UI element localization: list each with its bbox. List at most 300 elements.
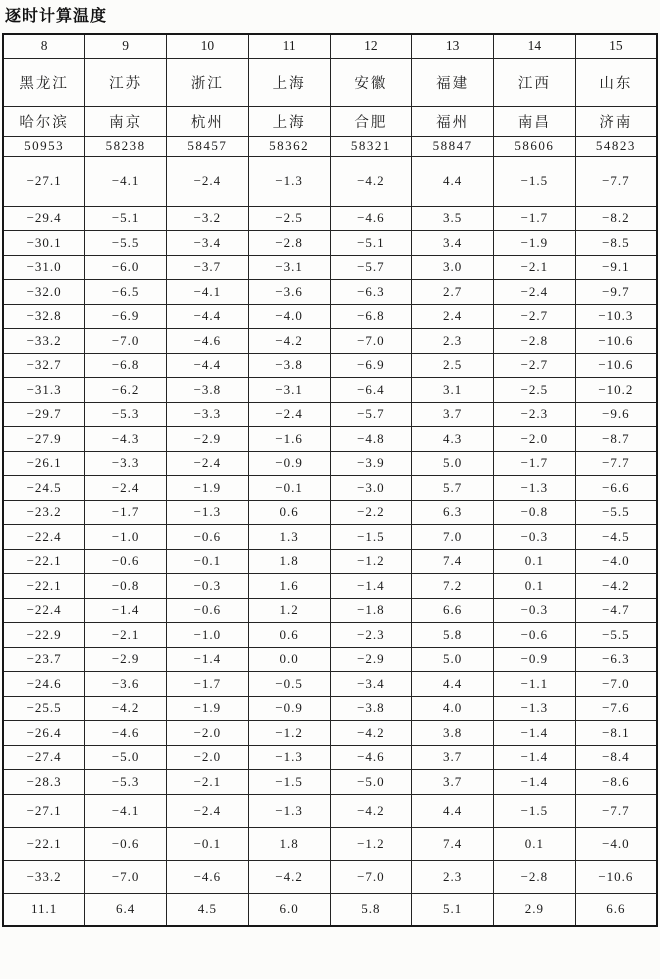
value-cell: −5.7 bbox=[330, 402, 412, 427]
value-cell: −1.4 bbox=[494, 770, 576, 795]
value-cell: −4.0 bbox=[575, 549, 657, 574]
value-cell: −1.3 bbox=[248, 745, 330, 770]
value-cell: −6.8 bbox=[330, 304, 412, 329]
station-id-cell: 50953 bbox=[3, 136, 85, 156]
value-cell: −1.8 bbox=[330, 598, 412, 623]
table-row bbox=[3, 255, 657, 280]
value-cell: 6.6 bbox=[575, 893, 657, 926]
value-cell: −0.9 bbox=[248, 451, 330, 476]
table-row bbox=[3, 378, 657, 403]
value-cell: −33.2 bbox=[3, 860, 85, 893]
table-row bbox=[3, 860, 657, 893]
value-cell: −6.9 bbox=[330, 353, 412, 378]
table-row bbox=[3, 156, 657, 206]
value-cell: 2.4 bbox=[412, 304, 494, 329]
table-row bbox=[3, 745, 657, 770]
value-cell: −0.9 bbox=[248, 696, 330, 721]
value-cell: −1.7 bbox=[167, 672, 249, 697]
city-cell: 哈尔滨 bbox=[3, 106, 85, 136]
value-cell: 2.9 bbox=[494, 893, 576, 926]
value-cell: −2.7 bbox=[494, 304, 576, 329]
value-cell: −3.6 bbox=[248, 280, 330, 305]
value-cell: −8.1 bbox=[575, 721, 657, 746]
value-cell: −4.0 bbox=[575, 827, 657, 860]
value-cell: −1.1 bbox=[494, 672, 576, 697]
value-cell: 0.6 bbox=[248, 623, 330, 648]
hour-cell: 12 bbox=[330, 34, 412, 58]
value-cell: −0.6 bbox=[85, 549, 167, 574]
value-cell: −0.1 bbox=[248, 476, 330, 501]
value-cell: −22.1 bbox=[3, 574, 85, 599]
value-cell: −8.6 bbox=[575, 770, 657, 795]
value-cell: −29.4 bbox=[3, 206, 85, 231]
value-cell: 6.3 bbox=[412, 500, 494, 525]
value-cell: −1.2 bbox=[248, 721, 330, 746]
value-cell: −1.3 bbox=[248, 794, 330, 827]
value-cell: −9.7 bbox=[575, 280, 657, 305]
province-cell: 山东 bbox=[575, 58, 657, 106]
value-cell: −10.6 bbox=[575, 329, 657, 354]
value-cell: −6.3 bbox=[330, 280, 412, 305]
value-cell: −1.3 bbox=[494, 476, 576, 501]
city-cell: 济南 bbox=[575, 106, 657, 136]
value-cell: −0.3 bbox=[494, 525, 576, 550]
table-row bbox=[3, 304, 657, 329]
value-cell: 2.7 bbox=[412, 280, 494, 305]
station-id-cell: 58362 bbox=[248, 136, 330, 156]
value-cell: −1.4 bbox=[85, 598, 167, 623]
header-row-cities bbox=[3, 106, 657, 136]
value-cell: −3.6 bbox=[85, 672, 167, 697]
value-cell: −3.9 bbox=[330, 451, 412, 476]
station-id-cell: 58321 bbox=[330, 136, 412, 156]
table-row bbox=[3, 893, 657, 926]
table-header bbox=[3, 34, 657, 156]
value-cell: 4.4 bbox=[412, 672, 494, 697]
value-cell: 4.4 bbox=[412, 156, 494, 206]
station-id-cell: 58847 bbox=[412, 136, 494, 156]
value-cell: −5.5 bbox=[575, 500, 657, 525]
value-cell: −2.5 bbox=[248, 206, 330, 231]
table-row bbox=[3, 574, 657, 599]
table-row bbox=[3, 598, 657, 623]
value-cell: −27.4 bbox=[3, 745, 85, 770]
value-cell: −5.1 bbox=[330, 231, 412, 256]
value-cell: −1.2 bbox=[330, 827, 412, 860]
value-cell: −1.5 bbox=[330, 525, 412, 550]
value-cell: −4.2 bbox=[248, 860, 330, 893]
table-row bbox=[3, 672, 657, 697]
value-cell: −2.8 bbox=[494, 860, 576, 893]
value-cell: −2.3 bbox=[330, 623, 412, 648]
value-cell: −1.2 bbox=[330, 549, 412, 574]
value-cell: −4.2 bbox=[330, 794, 412, 827]
value-cell: 5.1 bbox=[412, 893, 494, 926]
value-cell: 2.3 bbox=[412, 860, 494, 893]
value-cell: 0.1 bbox=[494, 827, 576, 860]
value-cell: −4.2 bbox=[85, 696, 167, 721]
value-cell: 3.8 bbox=[412, 721, 494, 746]
value-cell: −0.3 bbox=[494, 598, 576, 623]
value-cell: −3.8 bbox=[330, 696, 412, 721]
value-cell: −1.7 bbox=[494, 451, 576, 476]
value-cell: 0.0 bbox=[248, 647, 330, 672]
city-cell: 杭州 bbox=[167, 106, 249, 136]
value-cell: 4.4 bbox=[412, 794, 494, 827]
header-row-stations bbox=[3, 136, 657, 156]
value-cell: −1.4 bbox=[494, 745, 576, 770]
value-cell: −3.7 bbox=[167, 255, 249, 280]
value-cell: 6.4 bbox=[85, 893, 167, 926]
value-cell: −4.1 bbox=[167, 280, 249, 305]
value-cell: 3.7 bbox=[412, 402, 494, 427]
value-cell: −0.6 bbox=[167, 525, 249, 550]
value-cell: −2.4 bbox=[85, 476, 167, 501]
value-cell: −1.4 bbox=[330, 574, 412, 599]
hour-cell: 13 bbox=[412, 34, 494, 58]
value-cell: −10.6 bbox=[575, 860, 657, 893]
value-cell: −9.6 bbox=[575, 402, 657, 427]
table-row bbox=[3, 721, 657, 746]
value-cell: −5.5 bbox=[575, 623, 657, 648]
value-cell: −7.7 bbox=[575, 156, 657, 206]
value-cell: −22.4 bbox=[3, 525, 85, 550]
value-cell: 4.3 bbox=[412, 427, 494, 452]
value-cell: −9.1 bbox=[575, 255, 657, 280]
province-cell: 安徽 bbox=[330, 58, 412, 106]
station-id-cell: 58606 bbox=[494, 136, 576, 156]
value-cell: −33.2 bbox=[3, 329, 85, 354]
value-cell: −3.4 bbox=[167, 231, 249, 256]
value-cell: −2.9 bbox=[330, 647, 412, 672]
table-row bbox=[3, 827, 657, 860]
city-cell: 福州 bbox=[412, 106, 494, 136]
value-cell: −5.0 bbox=[85, 745, 167, 770]
value-cell: 1.2 bbox=[248, 598, 330, 623]
province-cell: 上海 bbox=[248, 58, 330, 106]
value-cell: −6.3 bbox=[575, 647, 657, 672]
hour-cell: 8 bbox=[3, 34, 85, 58]
value-cell: −1.5 bbox=[494, 156, 576, 206]
value-cell: 7.4 bbox=[412, 549, 494, 574]
hour-cell: 10 bbox=[167, 34, 249, 58]
value-cell: −32.8 bbox=[3, 304, 85, 329]
value-cell: −6.5 bbox=[85, 280, 167, 305]
value-cell: −4.6 bbox=[330, 745, 412, 770]
value-cell: −31.3 bbox=[3, 378, 85, 403]
value-cell: −2.9 bbox=[167, 427, 249, 452]
value-cell: −7.0 bbox=[85, 329, 167, 354]
value-cell: −4.2 bbox=[248, 329, 330, 354]
value-cell: 6.0 bbox=[248, 893, 330, 926]
value-cell: −1.3 bbox=[248, 156, 330, 206]
table-row bbox=[3, 476, 657, 501]
value-cell: −4.1 bbox=[85, 156, 167, 206]
province-cell: 黑龙江 bbox=[3, 58, 85, 106]
value-cell: −3.1 bbox=[248, 378, 330, 403]
value-cell: −1.7 bbox=[494, 206, 576, 231]
value-cell: −0.3 bbox=[167, 574, 249, 599]
value-cell: −7.7 bbox=[575, 794, 657, 827]
city-cell: 上海 bbox=[248, 106, 330, 136]
value-cell: −2.1 bbox=[167, 770, 249, 795]
table-row bbox=[3, 623, 657, 648]
table-row bbox=[3, 280, 657, 305]
value-cell: −1.9 bbox=[167, 476, 249, 501]
value-cell: −4.4 bbox=[167, 304, 249, 329]
station-id-cell: 58457 bbox=[167, 136, 249, 156]
value-cell: −2.7 bbox=[494, 353, 576, 378]
value-cell: −3.8 bbox=[248, 353, 330, 378]
value-cell: −2.2 bbox=[330, 500, 412, 525]
value-cell: −4.6 bbox=[85, 721, 167, 746]
value-cell: 5.8 bbox=[330, 893, 412, 926]
value-cell: 3.7 bbox=[412, 770, 494, 795]
value-cell: −2.1 bbox=[494, 255, 576, 280]
value-cell: −4.1 bbox=[85, 794, 167, 827]
value-cell: −1.4 bbox=[494, 721, 576, 746]
value-cell: −4.5 bbox=[575, 525, 657, 550]
province-cell: 福建 bbox=[412, 58, 494, 106]
value-cell: −30.1 bbox=[3, 231, 85, 256]
value-cell: −2.4 bbox=[167, 451, 249, 476]
value-cell: −1.9 bbox=[494, 231, 576, 256]
table-row bbox=[3, 500, 657, 525]
hour-cell: 15 bbox=[575, 34, 657, 58]
value-cell: −2.9 bbox=[85, 647, 167, 672]
value-cell: 3.4 bbox=[412, 231, 494, 256]
value-cell: −10.2 bbox=[575, 378, 657, 403]
value-cell: −1.0 bbox=[85, 525, 167, 550]
value-cell: −5.3 bbox=[85, 770, 167, 795]
page-title: 逐时计算温度 bbox=[5, 8, 108, 25]
header-row-provinces bbox=[3, 58, 657, 106]
value-cell: −1.0 bbox=[167, 623, 249, 648]
value-cell: −4.0 bbox=[248, 304, 330, 329]
value-cell: 1.8 bbox=[248, 549, 330, 574]
value-cell: −24.6 bbox=[3, 672, 85, 697]
table-row bbox=[3, 647, 657, 672]
value-cell: −3.8 bbox=[167, 378, 249, 403]
value-cell: 0.6 bbox=[248, 500, 330, 525]
header-row-hours bbox=[3, 34, 657, 58]
value-cell: −8.2 bbox=[575, 206, 657, 231]
value-cell: −7.0 bbox=[330, 329, 412, 354]
hour-cell: 9 bbox=[85, 34, 167, 58]
value-cell: −6.6 bbox=[575, 476, 657, 501]
station-id-cell: 54823 bbox=[575, 136, 657, 156]
table-row bbox=[3, 549, 657, 574]
value-cell: −32.0 bbox=[3, 280, 85, 305]
value-cell: 0.1 bbox=[494, 549, 576, 574]
value-cell: −3.0 bbox=[330, 476, 412, 501]
value-cell: −29.7 bbox=[3, 402, 85, 427]
value-cell: −1.3 bbox=[167, 500, 249, 525]
value-cell: −2.0 bbox=[494, 427, 576, 452]
city-cell: 南京 bbox=[85, 106, 167, 136]
value-cell: −4.4 bbox=[167, 353, 249, 378]
value-cell: −22.1 bbox=[3, 549, 85, 574]
value-cell: 2.3 bbox=[412, 329, 494, 354]
value-cell: −6.0 bbox=[85, 255, 167, 280]
value-cell: −4.6 bbox=[167, 860, 249, 893]
value-cell: −8.5 bbox=[575, 231, 657, 256]
value-cell: −32.7 bbox=[3, 353, 85, 378]
table-row bbox=[3, 451, 657, 476]
province-cell: 江苏 bbox=[85, 58, 167, 106]
value-cell: 5.0 bbox=[412, 647, 494, 672]
table-row bbox=[3, 525, 657, 550]
value-cell: −2.4 bbox=[248, 402, 330, 427]
city-cell: 合肥 bbox=[330, 106, 412, 136]
value-cell: −4.6 bbox=[330, 206, 412, 231]
table-row bbox=[3, 402, 657, 427]
value-cell: −0.5 bbox=[248, 672, 330, 697]
value-cell: −3.3 bbox=[85, 451, 167, 476]
table-row bbox=[3, 794, 657, 827]
value-cell: −4.2 bbox=[330, 156, 412, 206]
value-cell: −31.0 bbox=[3, 255, 85, 280]
value-cell: 7.4 bbox=[412, 827, 494, 860]
table-row bbox=[3, 329, 657, 354]
value-cell: 7.0 bbox=[412, 525, 494, 550]
value-cell: 6.6 bbox=[412, 598, 494, 623]
value-cell: −23.2 bbox=[3, 500, 85, 525]
value-cell: −0.9 bbox=[494, 647, 576, 672]
value-cell: −7.0 bbox=[330, 860, 412, 893]
hourly-temperature-table bbox=[2, 33, 658, 927]
value-cell: −4.7 bbox=[575, 598, 657, 623]
table-row bbox=[3, 427, 657, 452]
value-cell: −2.0 bbox=[167, 745, 249, 770]
value-cell: 2.5 bbox=[412, 353, 494, 378]
value-cell: −8.4 bbox=[575, 745, 657, 770]
value-cell: −10.3 bbox=[575, 304, 657, 329]
value-cell: 3.7 bbox=[412, 745, 494, 770]
value-cell: −0.6 bbox=[85, 827, 167, 860]
value-cell: −5.5 bbox=[85, 231, 167, 256]
value-cell: −4.8 bbox=[330, 427, 412, 452]
value-cell: −1.4 bbox=[167, 647, 249, 672]
table-row bbox=[3, 696, 657, 721]
value-cell: −7.0 bbox=[575, 672, 657, 697]
value-cell: −0.1 bbox=[167, 827, 249, 860]
value-cell: 4.5 bbox=[167, 893, 249, 926]
station-id-cell: 58238 bbox=[85, 136, 167, 156]
value-cell: −27.1 bbox=[3, 794, 85, 827]
value-cell: −2.4 bbox=[167, 156, 249, 206]
value-cell: −0.1 bbox=[167, 549, 249, 574]
value-cell: 3.0 bbox=[412, 255, 494, 280]
value-cell: −0.6 bbox=[167, 598, 249, 623]
value-cell: −1.9 bbox=[167, 696, 249, 721]
value-cell: −22.9 bbox=[3, 623, 85, 648]
value-cell: −25.5 bbox=[3, 696, 85, 721]
value-cell: −4.2 bbox=[575, 574, 657, 599]
value-cell: −2.0 bbox=[167, 721, 249, 746]
province-cell: 浙江 bbox=[167, 58, 249, 106]
value-cell: 4.0 bbox=[412, 696, 494, 721]
value-cell: −24.5 bbox=[3, 476, 85, 501]
value-cell: 1.3 bbox=[248, 525, 330, 550]
value-cell: −4.3 bbox=[85, 427, 167, 452]
value-cell: −28.3 bbox=[3, 770, 85, 795]
table-body bbox=[3, 156, 657, 926]
value-cell: −2.8 bbox=[494, 329, 576, 354]
value-cell: −4.6 bbox=[167, 329, 249, 354]
value-cell: −1.5 bbox=[248, 770, 330, 795]
value-cell: −5.3 bbox=[85, 402, 167, 427]
value-cell: −1.7 bbox=[85, 500, 167, 525]
value-cell: −5.0 bbox=[330, 770, 412, 795]
value-cell: −22.4 bbox=[3, 598, 85, 623]
hour-cell: 11 bbox=[248, 34, 330, 58]
value-cell: −2.4 bbox=[494, 280, 576, 305]
value-cell: −6.4 bbox=[330, 378, 412, 403]
value-cell: −4.2 bbox=[330, 721, 412, 746]
value-cell: −2.8 bbox=[248, 231, 330, 256]
value-cell: −6.2 bbox=[85, 378, 167, 403]
value-cell: −27.9 bbox=[3, 427, 85, 452]
value-cell: −3.3 bbox=[167, 402, 249, 427]
value-cell: 1.8 bbox=[248, 827, 330, 860]
value-cell: 5.0 bbox=[412, 451, 494, 476]
table-row bbox=[3, 231, 657, 256]
value-cell: −7.7 bbox=[575, 451, 657, 476]
value-cell: −8.7 bbox=[575, 427, 657, 452]
value-cell: 0.1 bbox=[494, 574, 576, 599]
value-cell: 5.8 bbox=[412, 623, 494, 648]
value-cell: −3.4 bbox=[330, 672, 412, 697]
value-cell: −1.5 bbox=[494, 794, 576, 827]
value-cell: −3.2 bbox=[167, 206, 249, 231]
value-cell: −27.1 bbox=[3, 156, 85, 206]
value-cell: −3.1 bbox=[248, 255, 330, 280]
value-cell: −1.6 bbox=[248, 427, 330, 452]
value-cell: −2.3 bbox=[494, 402, 576, 427]
value-cell: −5.7 bbox=[330, 255, 412, 280]
value-cell: −6.8 bbox=[85, 353, 167, 378]
value-cell: −26.1 bbox=[3, 451, 85, 476]
value-cell: −2.5 bbox=[494, 378, 576, 403]
value-cell: −6.9 bbox=[85, 304, 167, 329]
province-cell: 江西 bbox=[494, 58, 576, 106]
value-cell: −1.3 bbox=[494, 696, 576, 721]
table-row bbox=[3, 353, 657, 378]
value-cell: 1.6 bbox=[248, 574, 330, 599]
value-cell: −0.8 bbox=[494, 500, 576, 525]
value-cell: −7.0 bbox=[85, 860, 167, 893]
value-cell: −2.1 bbox=[85, 623, 167, 648]
value-cell: −7.6 bbox=[575, 696, 657, 721]
value-cell: 5.7 bbox=[412, 476, 494, 501]
value-cell: −26.4 bbox=[3, 721, 85, 746]
value-cell: −0.6 bbox=[494, 623, 576, 648]
table-row bbox=[3, 770, 657, 795]
value-cell: 7.2 bbox=[412, 574, 494, 599]
value-cell: −0.8 bbox=[85, 574, 167, 599]
value-cell: 3.1 bbox=[412, 378, 494, 403]
value-cell: −23.7 bbox=[3, 647, 85, 672]
table-row bbox=[3, 206, 657, 231]
hour-cell: 14 bbox=[494, 34, 576, 58]
value-cell: −22.1 bbox=[3, 827, 85, 860]
value-cell: −2.4 bbox=[167, 794, 249, 827]
value-cell: −10.6 bbox=[575, 353, 657, 378]
value-cell: −5.1 bbox=[85, 206, 167, 231]
city-cell: 南昌 bbox=[494, 106, 576, 136]
value-cell: 11.1 bbox=[3, 893, 85, 926]
